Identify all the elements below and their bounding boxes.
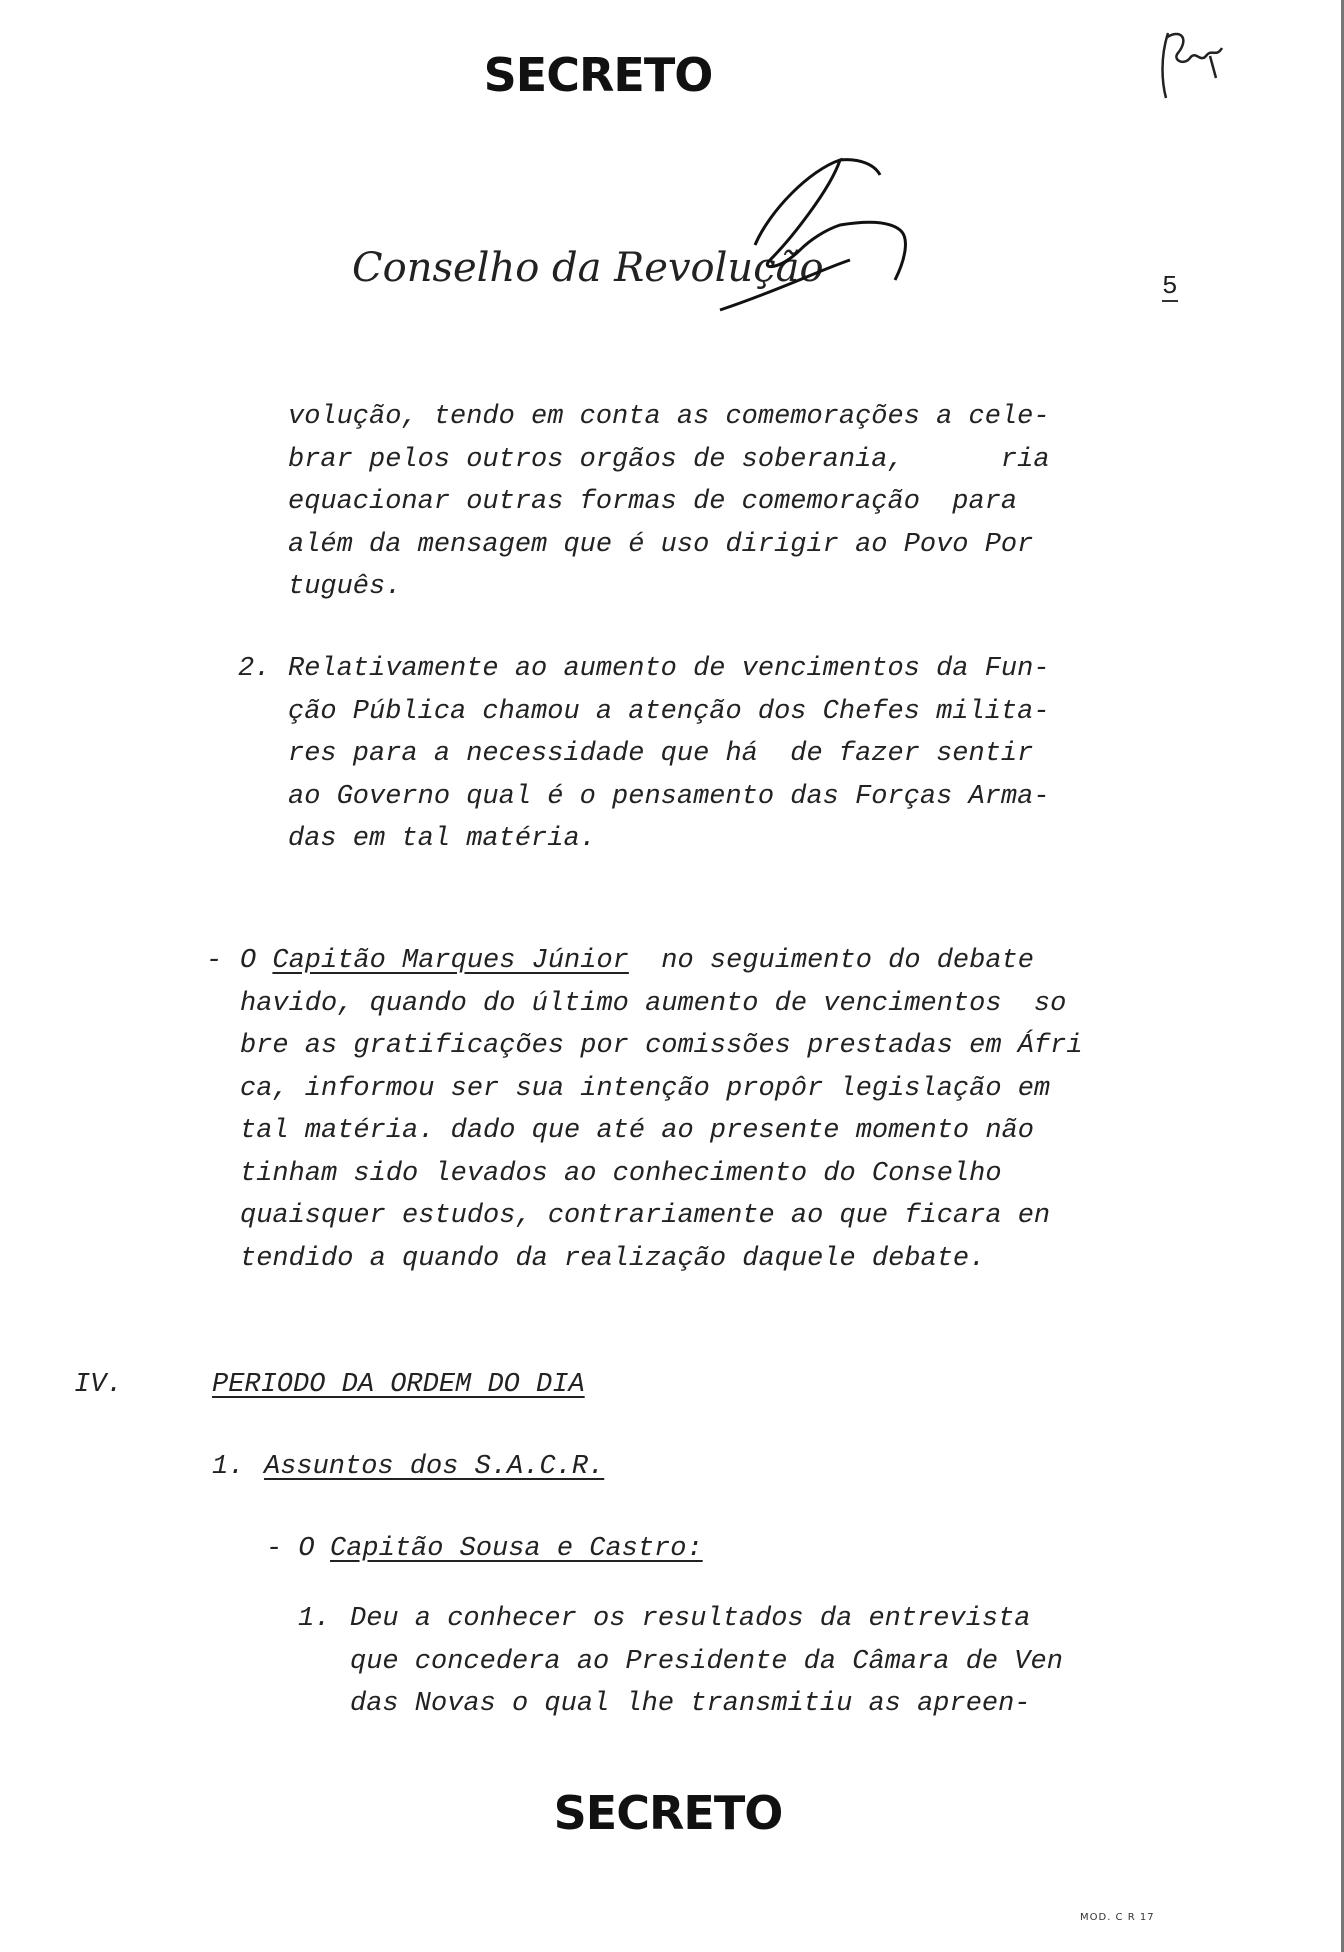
text-line: ca, informou ser sua intenção propôr legislação em: [240, 1073, 1051, 1104]
item-number: 1.: [212, 1452, 245, 1482]
classification-bottom: SECRETO: [553, 1786, 783, 1840]
text-line: além da mensagem que é uso dirigir ao Povo Por: [288, 529, 1034, 560]
text-line: [240, 940, 1083, 983]
item-title: Assuntos dos S.A.C.R.: [264, 1452, 605, 1482]
text-line: que concedera ao Presidente da Câmara de Ven: [350, 1646, 1063, 1677]
paragraph-3-dash: -: [206, 946, 223, 976]
text-line: havido, quando do último aumento de vencimentos so: [240, 988, 1067, 1019]
text-line: res para a necessidade que há de fazer sentir: [288, 739, 1034, 769]
text-line: quaisquer estudos, contrariamente ao que ficara en: [240, 1201, 1051, 1231]
sub-item-number: 1.: [298, 1604, 331, 1634]
text-line: tinham sido levados ao conhecimento do Conselho: [240, 1158, 1002, 1189]
section-numeral: IV.: [74, 1370, 123, 1400]
text-line: Deu a conhecer os resultados da entrevista: [350, 1604, 1031, 1634]
text-line: bre as gratificações por comissões prestadas em Áfri: [240, 1031, 1083, 1061]
form-code: MOD. C R 17: [1080, 1912, 1155, 1923]
speaker-prefix: O: [240, 946, 273, 976]
text-line: equacionar outras formas de comemoração para: [288, 487, 1018, 517]
paragraph-3: [240, 940, 1083, 1280]
page-number: 5: [1162, 271, 1178, 301]
text-fragment: no seguimento do debate: [628, 946, 1034, 976]
paragraph-2: [288, 648, 1050, 861]
text-line: brar pelos outros orgãos de soberania, ria: [288, 444, 1050, 475]
text-line: ao Governo qual é o pensamento das Forças Arma-: [288, 781, 1050, 812]
speaker-name: Capitão Marques Júnior: [272, 946, 629, 976]
text-line: Relativamente ao aumento de vencimentos da Fun-: [288, 654, 1050, 684]
handwritten-initials-mark: [1150, 18, 1230, 108]
sub-item-text: [350, 1598, 1063, 1726]
text-line: das em tal matéria.: [288, 824, 596, 854]
classification-top: SECRETO: [483, 48, 713, 102]
handwritten-signature-mark: [700, 150, 940, 330]
text-line: volução, tendo em conta as comemorações a cele-: [288, 402, 1050, 432]
paragraph-2-number: 2.: [238, 654, 271, 684]
speaker-name: Capitão Sousa e Castro:: [330, 1534, 703, 1564]
text-line: das Novas o qual lhe transmitiu as apreen-: [350, 1689, 1031, 1719]
text-line: tuguês.: [288, 572, 402, 602]
section-title: PERIODO DA ORDEM DO DIA: [212, 1370, 585, 1400]
institution-letterhead: Conselho da Revolução: [352, 245, 824, 291]
speaker-dash: - O: [266, 1534, 331, 1564]
text-line: ção Pública chamou a atenção dos Chefes milita-: [288, 696, 1050, 727]
paragraph-1: [288, 396, 1050, 609]
text-line: tendido a quando da realização daquele debate.: [240, 1243, 986, 1274]
text-line: tal matéria. dado que até ao presente momento não: [240, 1116, 1034, 1146]
